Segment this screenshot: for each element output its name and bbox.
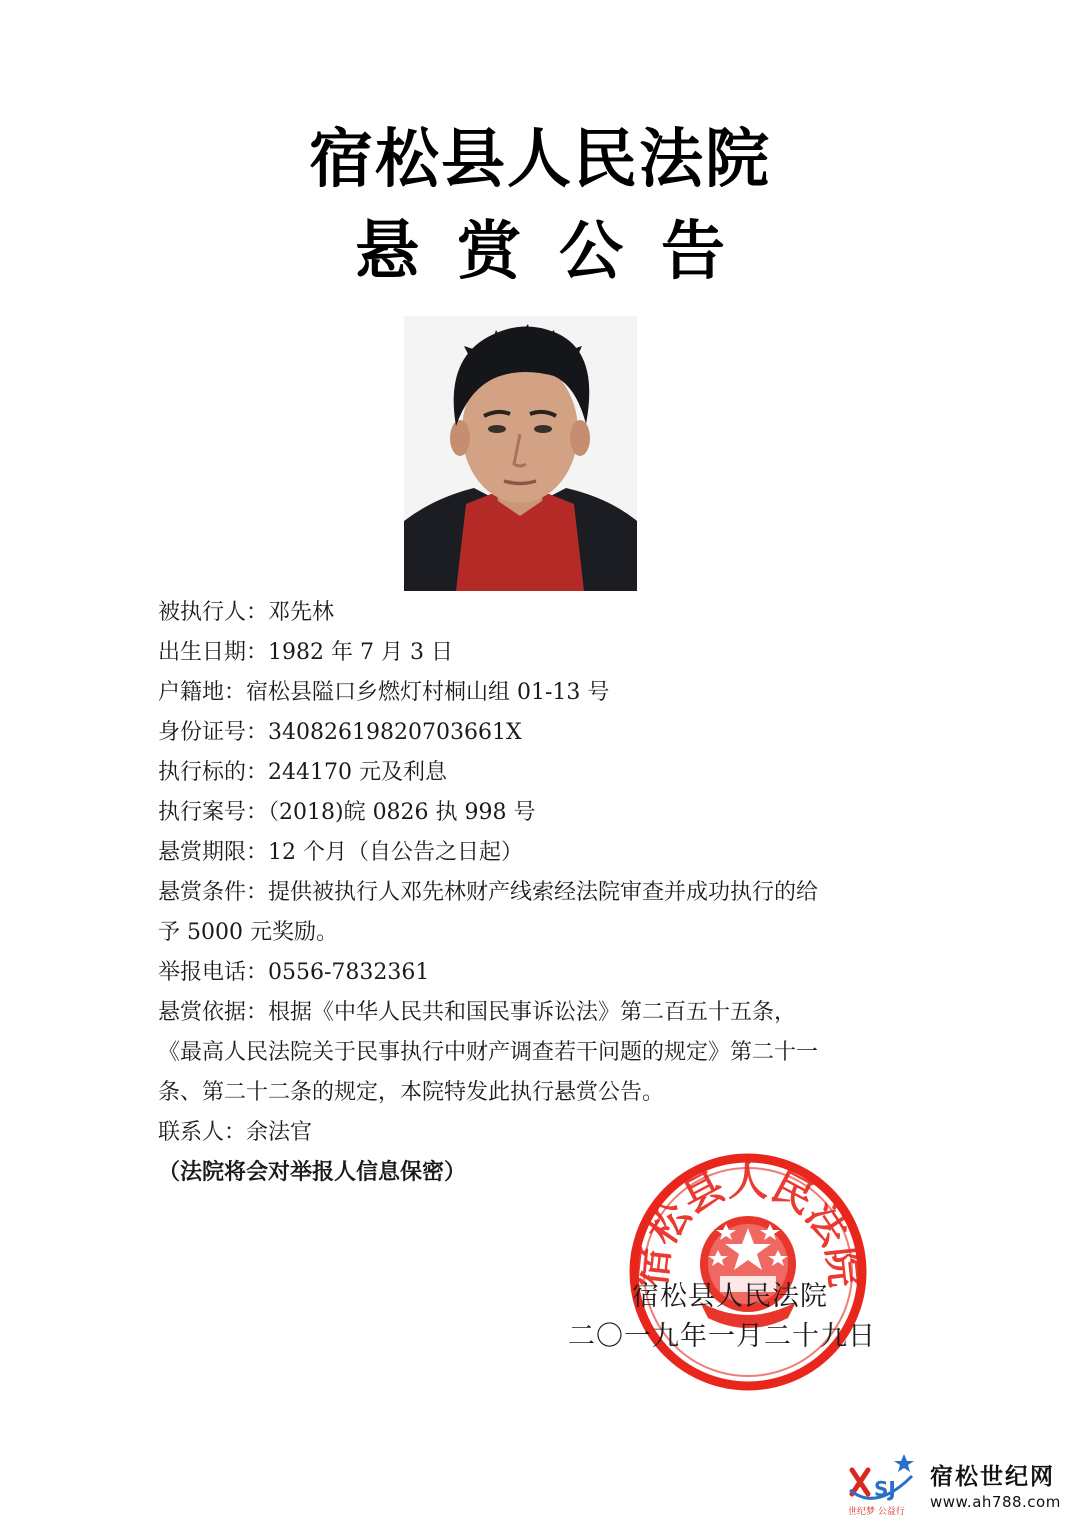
id-number-line: 身份证号：34082619820703661X [158, 720, 522, 745]
report-phone-line: 举报电话：0556-7832361 [158, 960, 430, 985]
reward-period-line: 悬赏期限：12 个月（自公告之日起） [158, 840, 523, 865]
court-seal [628, 1152, 868, 1392]
legal-basis-line: 悬赏依据：根据《中华人民共和国民事诉讼法》第二百五十五条， [158, 1000, 797, 1025]
court-title: 宿松县人民法院 [309, 123, 771, 197]
site-name[interactable]: 宿松世纪网 [930, 1464, 1055, 1490]
reward-condition-line: 悬赏条件：提供被执行人邓先林财产线索经法院审查并成功执行的给 [158, 880, 819, 905]
person-photo [404, 316, 637, 591]
confidentiality-note: （法院将会对举报人信息保密） [158, 1160, 467, 1185]
legal-basis-continuation-2: 条、第二十二条的规定，本院特发此执行悬赏公告。 [158, 1080, 665, 1105]
site-url-link[interactable]: www.ah788.com [930, 1493, 1061, 1511]
seal-text: 宿松县人民法院 [628, 1159, 868, 1290]
site-logo-caption: 世纪梦 公益行 [848, 1507, 905, 1517]
legal-basis-continuation-1: 《最高人民法院关于民事执行中财产调查若干问题的规定》第二十一 [158, 1040, 819, 1065]
person-photo-illustration [404, 316, 637, 591]
household-registration-line: 户籍地：宿松县隘口乡燃灯村桐山组 01-13 号 [158, 680, 610, 705]
notice-title: 悬赏公告 [355, 215, 763, 289]
site-logo-text: SJ [874, 1477, 896, 1501]
respondent-line: 被执行人：邓先林 [158, 600, 335, 625]
signature-court-name: 宿松县人民法院 [632, 1281, 828, 1312]
reward-condition-continuation: 予 5000 元奖励。 [158, 920, 338, 945]
execution-amount-line: 执行标的：244170 元及利息 [158, 760, 447, 785]
birth-date-line: 出生日期：1982 年 7 月 3 日 [158, 640, 453, 665]
site-logo-icon [846, 1450, 920, 1518]
case-number-line: 执行案号：（2018)皖 0826 执 998 号 [158, 800, 536, 825]
signature-date: 二〇一九年一月二十九日 [568, 1321, 876, 1352]
contact-person-line: 联系人：余法官 [158, 1120, 313, 1145]
